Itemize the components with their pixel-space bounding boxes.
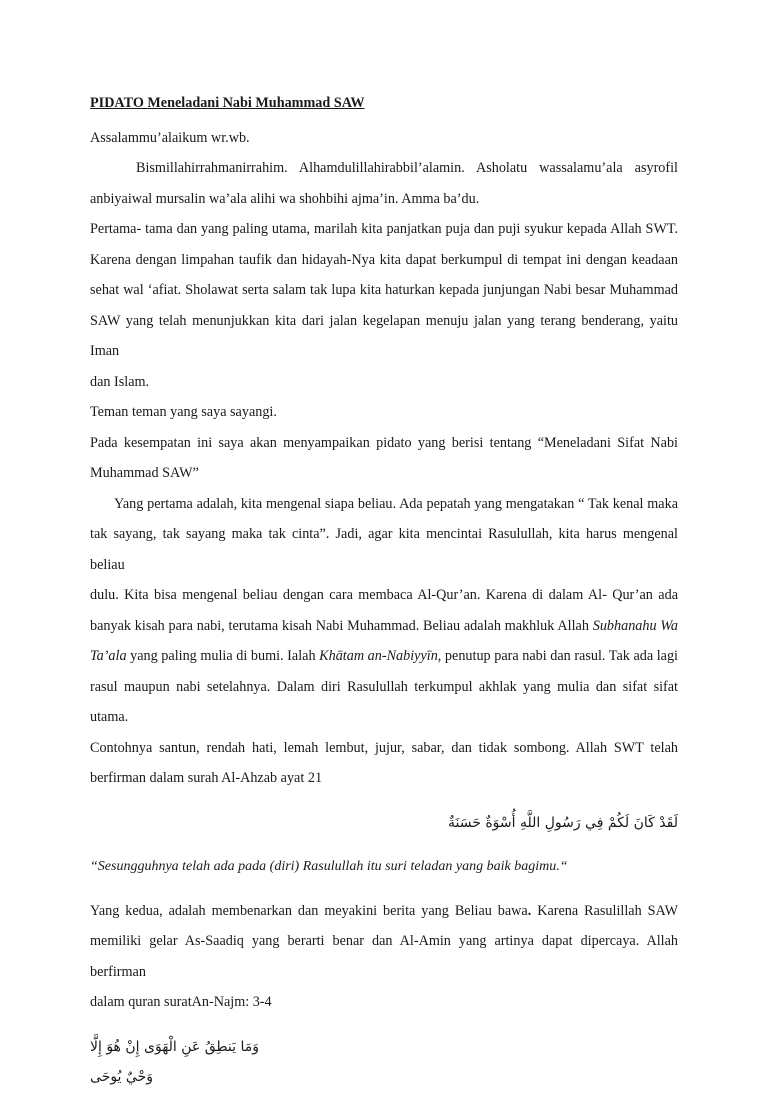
p4-line-4: [90, 611, 678, 642]
p4-line-3: dulu. Kita bisa mengenal beliau dengan cara membaca Al-Qur’an. Karena di dalam Al- Qur’an ada: [90, 587, 678, 603]
p4-line-7: Contohnya santun, rendah hati, lemah lembut, jujur, sabar, dan tidak sombong. Allah SWT telah: [90, 739, 678, 756]
p4-line-5-text-1: yang paling mulia di bumi. Ialah: [126, 648, 320, 664]
document-page: [90, 88, 678, 1106]
greeting: Assalammu’alaikum wr.wb.: [90, 129, 250, 146]
p3-line-1: Pada kesempatan ini saya akan menyampaikan pidato yang berisi tentang “Meneladani Sifat Nabi: [90, 434, 678, 451]
p4-line-4-italic: Subhanahu Wa: [592, 617, 678, 634]
p4-line-5: [90, 641, 678, 672]
p4-line-2: tak sayang, tak sayang maka tak cinta”. Jadi, agar kita mencintai Rasulullah, kita harus mengenal beliau: [90, 526, 678, 573]
p5-line-1-text: Yang kedua, adalah membenarkan dan meyakini berita yang Beliau bawa: [90, 902, 528, 919]
p5-line-2: memiliki gelar As-Saadiq yang berarti benar dan Al-Amin yang artinya dapat dipercaya. Allah berfirman: [90, 933, 678, 980]
opening-line-1: Bismillahirrahmanirrahim. Alhamdulillahirabbil’alamin. Asholatu wassalamu’ala asyrofil: [136, 160, 678, 176]
arabic-verse-1: لَقَدْ كَانَ لَكُمْ فِي رَسُولِ اللَّهِ أُسْوَةٌ حَسَنَةٌ: [448, 814, 678, 831]
p4-line-4-text: banyak kisah para nabi, terutama kisah Nabi Muhammad. Beliau adalah makhluk Allah: [90, 617, 593, 634]
p5-line-1: [90, 896, 678, 927]
opening-paragraph: [90, 153, 678, 214]
p1-line-4: SAW yang telah menunjukkan kita dari jalan kegelapan menuju jalan yang terang benderang, yaitu Iman: [90, 312, 678, 359]
p5-line-1-bold: .: [527, 902, 532, 919]
p1-line-1: Pertama- tama dan yang paling utama, marilah kita panjatkan puja dan puji syukur kepada Allah SWT.: [90, 221, 678, 237]
p4-line-8: berfirman dalam surah Al-Ahzab ayat 21: [90, 770, 323, 786]
p4-line-1: Yang pertama adalah, kita mengenal siapa beliau. Ada pepatah yang mengatakan “ Tak kenal maka: [114, 495, 678, 512]
paragraph-5: [90, 896, 678, 1018]
p5-line-3: dalam quran suratAn-Najm: 3-4: [90, 994, 272, 1010]
document-title: PIDATO Meneladani Nabi Muhammad SAW: [90, 95, 365, 111]
p5-line-1-text-2: Karena Rasulillah SAW: [531, 902, 678, 919]
paragraph-1: [90, 214, 678, 397]
p4-line-5-italic-2: Khātam an-Nabiyyīn: [319, 648, 438, 664]
p1-line-2: Karena dengan limpahan taufik dan hidayah-Nya kita dapat berkumpul di tempat ini dengan keadaan: [90, 251, 678, 268]
paragraph-2: Teman teman yang saya sayangi.: [90, 404, 277, 420]
opening-line-2: anbiyaiwal mursalin wa’ala alihi wa shohbihi ajma’in. Amma ba’du.: [90, 190, 480, 207]
p3-line-2: Muhammad SAW”: [90, 465, 199, 481]
p1-line-3: sehat wal ‘afiat. Sholawat serta salam tak lupa kita haturkan kepada junjungan Nabi besar Muhammad: [90, 282, 678, 298]
p4-line-5-italic-1: Ta’ala: [90, 648, 127, 664]
p4-line-5-text-2: , penutup para nabi dan rasul. Tak ada lagi: [437, 648, 678, 664]
p4-line-6: rasul maupun nabi setelahnya. Dalam diri Rasulullah terkumpul akhlak yang mulia dan sifat sifat utama.: [90, 678, 678, 725]
p1-line-5: dan Islam.: [90, 373, 150, 390]
verse-translation: “Sesungguhnya telah ada pada (diri) Rasulullah itu suri teladan yang baik bagimu.“: [90, 858, 568, 874]
arabic-verse-2: وَمَا يَنطِقُ عَنِ الْهَوَى إِنْ هُوَ إِلَّا وَحْيٌ يُوحَى: [90, 1038, 259, 1085]
paragraph-4: [90, 489, 678, 794]
paragraph-3: [90, 428, 678, 489]
